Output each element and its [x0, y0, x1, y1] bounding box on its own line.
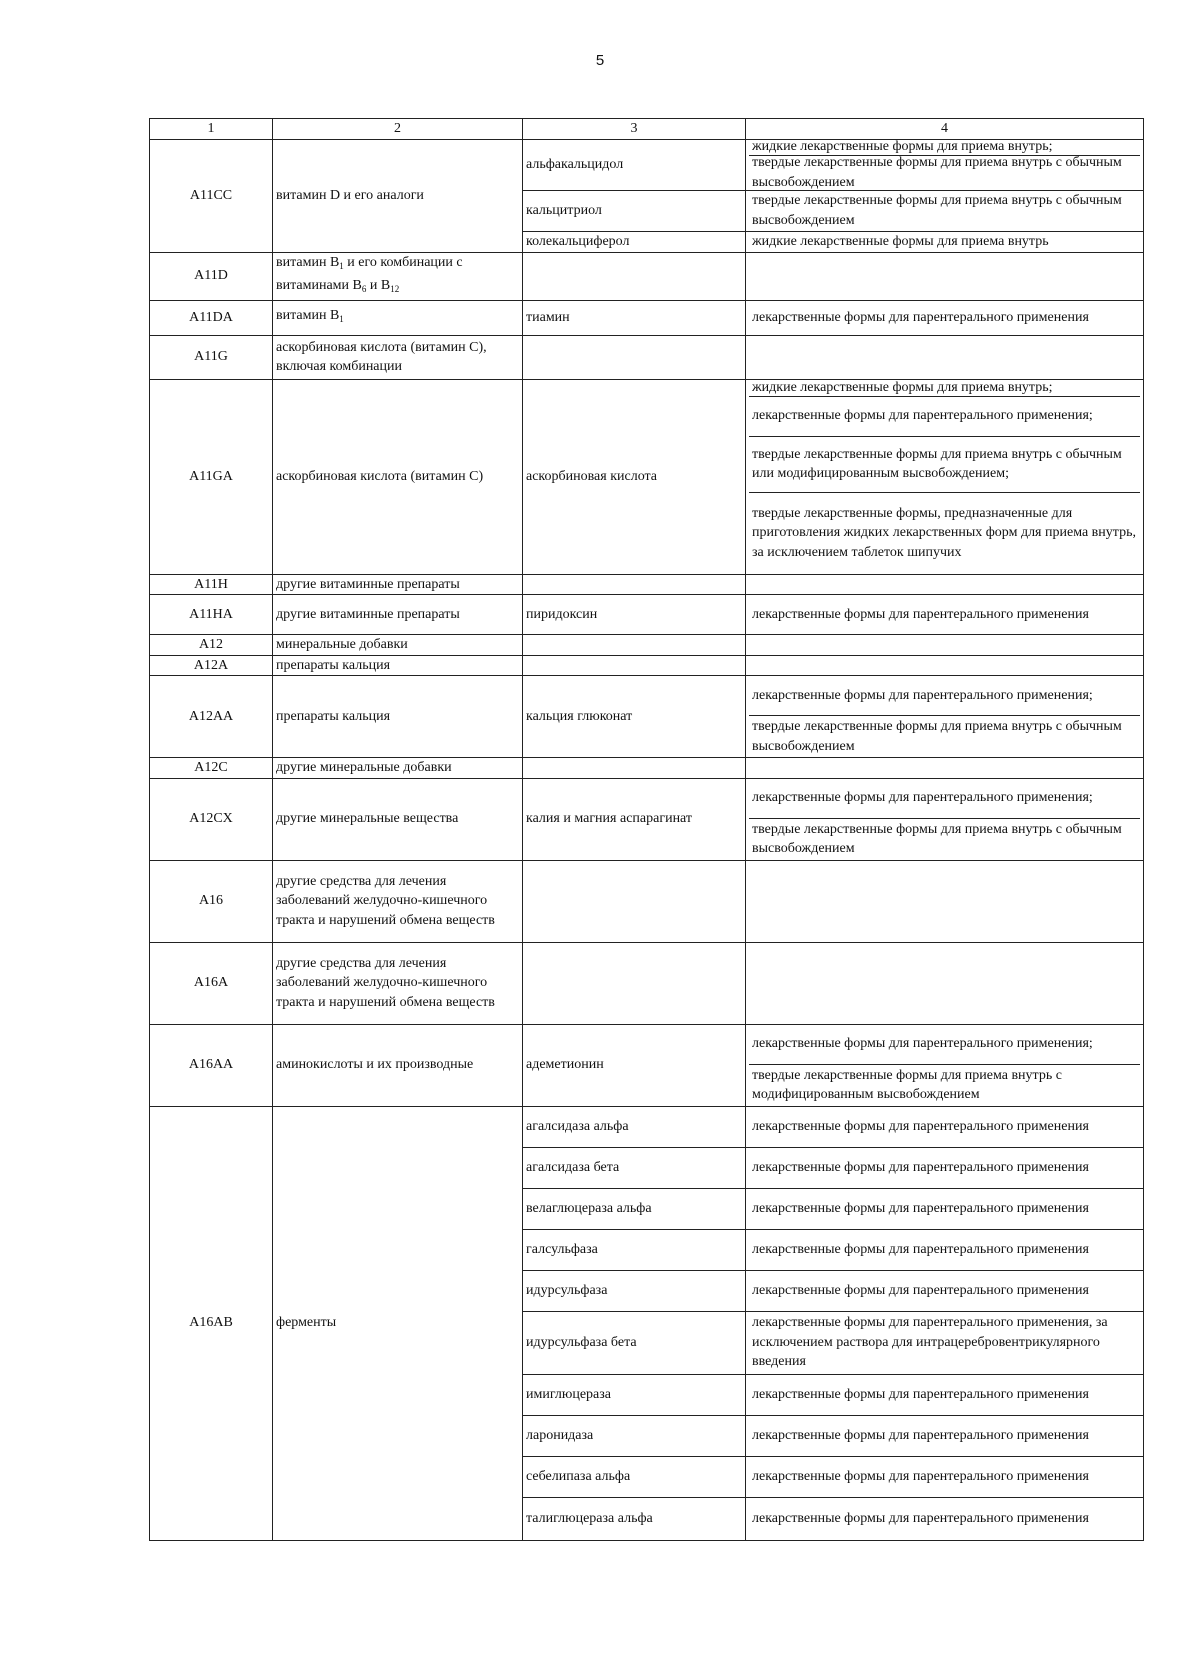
- dosage-forms: [746, 379, 1144, 574]
- group-name: аскорбиновая кислота (витамин С), включая комбинации: [273, 335, 523, 379]
- drug-name: кальция глюконат: [523, 676, 746, 758]
- drug-name: себелипаза альфа: [523, 1456, 746, 1497]
- table-row: [150, 635, 1144, 656]
- dosage-form: [749, 758, 1140, 777]
- dosage-form-text: лекарственные формы для парентерального применения: [752, 309, 1089, 325]
- drug-name: агалсидаза альфа: [523, 1106, 746, 1147]
- drug-name: адеметионин: [523, 1024, 746, 1106]
- subscript: 1: [339, 260, 344, 271]
- col-header-1: 1: [150, 119, 273, 140]
- drug-name: талиглюцераза альфа: [523, 1497, 746, 1540]
- atc-code: A11D: [150, 252, 273, 300]
- dosage-form: [749, 1107, 1140, 1147]
- dosage-forms: [746, 1147, 1144, 1188]
- dosage-forms: [746, 758, 1144, 779]
- dosage-forms: [746, 1497, 1144, 1540]
- drug-name: [523, 942, 746, 1024]
- dosage-form: [749, 1312, 1140, 1374]
- dosage-form: [749, 943, 1140, 1024]
- atc-code: A11GA: [150, 379, 273, 574]
- drug-name: аскорбиновая кислота: [523, 379, 746, 574]
- atc-code: A16AA: [150, 1024, 273, 1106]
- dosage-form: [749, 595, 1140, 634]
- group-text: витамин B: [276, 307, 340, 323]
- dosage-form: [749, 635, 1140, 654]
- drug-name: галсульфаза: [523, 1229, 746, 1270]
- group-name: минеральные добавки: [273, 635, 523, 656]
- dosage-form: [749, 1498, 1140, 1540]
- drug-name: [523, 335, 746, 379]
- drug-name: ларонидаза: [523, 1415, 746, 1456]
- dosage-forms: [746, 300, 1144, 335]
- dosage-form-text: лекарственные формы для парентерального применения: [752, 1386, 1089, 1402]
- drug-name: калия и магния аспарагинат: [523, 778, 746, 860]
- dosage-form: [749, 1416, 1140, 1456]
- drug-name: агалсидаза бета: [523, 1147, 746, 1188]
- dosage-form-text: лекарственные формы для парентерального применения;: [752, 408, 1093, 424]
- dosage-form: [749, 716, 1140, 757]
- subscript: 1: [339, 313, 344, 324]
- dosage-form: [749, 1271, 1140, 1311]
- dosage-form: [749, 676, 1140, 716]
- dosage-form: [749, 1148, 1140, 1188]
- atc-code: A11CC: [150, 139, 273, 252]
- dosage-form: [749, 779, 1140, 819]
- atc-code: A11HA: [150, 595, 273, 635]
- dosage-forms: [746, 574, 1144, 595]
- col-header-2: 2: [273, 119, 523, 140]
- table-row: [150, 676, 1144, 758]
- atc-code: A11G: [150, 335, 273, 379]
- table-row: [150, 942, 1144, 1024]
- dosage-form: [749, 819, 1140, 860]
- group-name: аскорбиновая кислота (витамин С): [273, 379, 523, 574]
- dosage-forms: [746, 231, 1144, 252]
- drug-name: [523, 252, 746, 300]
- table-row: [150, 595, 1144, 635]
- group-text: витамин B: [276, 254, 340, 270]
- dosage-form: [749, 1375, 1140, 1415]
- atc-code: A12CX: [150, 778, 273, 860]
- group-name: другие витаминные препараты: [273, 595, 523, 635]
- table-row: [150, 379, 1144, 574]
- group-name: витамин D и его аналоги: [273, 139, 523, 252]
- dosage-forms: [746, 1456, 1144, 1497]
- drug-name: [523, 758, 746, 779]
- dosage-forms: [746, 1106, 1144, 1147]
- dosage-forms: [746, 1270, 1144, 1311]
- group-name: [273, 252, 523, 300]
- dosage-form-text: лекарственные формы для парентерального применения, за исключением раствора для интрацеребровентрикулярного введения: [752, 1315, 1108, 1370]
- dosage-form-text: лекарственные формы для парентерального применения: [752, 1118, 1089, 1134]
- drug-name: [523, 635, 746, 656]
- table-row: [150, 300, 1144, 335]
- dosage-form: [749, 656, 1140, 675]
- dosage-forms: [746, 778, 1144, 860]
- drug-name: альфакальцидол: [523, 139, 746, 190]
- dosage-forms: [746, 252, 1144, 300]
- table-row: [150, 860, 1144, 942]
- atc-code: A16AB: [150, 1106, 273, 1540]
- dosage-form: [749, 232, 1140, 252]
- header-row: [150, 119, 1144, 140]
- group-text: и B: [366, 278, 391, 293]
- atc-code: A11DA: [150, 300, 273, 335]
- drug-name: идурсульфаза бета: [523, 1311, 746, 1374]
- drug-name: [523, 574, 746, 595]
- dosage-forms: [746, 139, 1144, 190]
- dosage-form-text: твердые лекарственные формы для приема внутрь с обычным высвобождением: [752, 719, 1122, 754]
- table-row: [150, 758, 1144, 779]
- group-name: аминокислоты и их производные: [273, 1024, 523, 1106]
- dosage-forms: [746, 635, 1144, 656]
- dosage-forms: [746, 942, 1144, 1024]
- atc-code: A12: [150, 635, 273, 656]
- dosage-form-text: лекарственные формы для парентерального применения: [752, 1510, 1089, 1526]
- atc-code: A12AA: [150, 676, 273, 758]
- dosage-form-text: лекарственные формы для парентерального применения: [752, 1200, 1089, 1216]
- group-text: и его комбинации с витаминами B: [276, 254, 463, 293]
- table-row: [150, 1024, 1144, 1106]
- dosage-form: [749, 1065, 1140, 1106]
- drug-name: велаглюцераза альфа: [523, 1188, 746, 1229]
- dosage-form-text: твердые лекарственные формы для приема внутрь с обычным высвобождением: [752, 193, 1122, 228]
- drug-name: кальцитриол: [523, 190, 746, 231]
- dosage-forms: [746, 1024, 1144, 1106]
- subscript: 6: [361, 284, 367, 294]
- drug-name: идурсульфаза: [523, 1270, 746, 1311]
- dosage-forms: [746, 676, 1144, 758]
- dosage-forms: [746, 1229, 1144, 1270]
- col-header-4: 4: [746, 119, 1144, 140]
- dosage-form: [749, 1457, 1140, 1497]
- col-header-3: 3: [523, 119, 746, 140]
- dosage-form: [749, 156, 1140, 190]
- dosage-forms: [746, 860, 1144, 942]
- dosage-form-text: твердые лекарственные формы для приема внутрь с обычным высвобождением: [752, 155, 1122, 190]
- dosage-forms: [746, 190, 1144, 231]
- dosage-form: [749, 861, 1140, 942]
- table-row: [150, 252, 1144, 300]
- group-name: ферменты: [273, 1106, 523, 1540]
- drug-name: колекальциферол: [523, 231, 746, 252]
- dosage-form-text: жидкие лекарственные формы для приема внутрь;: [752, 139, 1053, 155]
- atc-code: A16: [150, 860, 273, 942]
- dosage-form-text: твердые лекарственные формы для приема внутрь с обычным или модифицированным высвобождением;: [752, 446, 1122, 481]
- dosage-form-text: жидкие лекарственные формы для приема внутрь;: [752, 379, 1053, 395]
- dosage-form-text: лекарственные формы для парентерального применения: [752, 1427, 1089, 1443]
- dosage-form-text: твердые лекарственные формы для приема внутрь с обычным высвобождением: [752, 821, 1122, 856]
- dosage-form: [749, 191, 1140, 231]
- drug-name: тиамин: [523, 300, 746, 335]
- dosage-form: [749, 1230, 1140, 1270]
- atc-code: A16A: [150, 942, 273, 1024]
- dosage-form-text: лекарственные формы для парентерального применения: [752, 1282, 1089, 1298]
- dosage-form-text: лекарственные формы для парентерального применения: [752, 1241, 1089, 1257]
- dosage-form: [749, 437, 1140, 493]
- group-name: [273, 300, 523, 335]
- table-row: [150, 655, 1144, 676]
- dosage-form: [749, 301, 1140, 335]
- dosage-forms: [746, 335, 1144, 379]
- drug-name: пиридоксин: [523, 595, 746, 635]
- dosage-form-text: лекарственные формы для парентерального применения;: [752, 687, 1093, 703]
- atc-code: A11H: [150, 574, 273, 595]
- dosage-forms: [746, 655, 1144, 676]
- table-row: [150, 1106, 1144, 1147]
- group-name: препараты кальция: [273, 655, 523, 676]
- dosage-form: [749, 1025, 1140, 1065]
- drug-name: [523, 655, 746, 676]
- table-row: [150, 778, 1144, 860]
- dosage-form-text: лекарственные формы для парентерального применения: [752, 606, 1089, 622]
- atc-code: A12C: [150, 758, 273, 779]
- group-name: другие средства для лечения заболеваний желудочно-кишечного тракта и нарушений обмена веществ: [273, 942, 523, 1024]
- dosage-forms: [746, 1188, 1144, 1229]
- drug-name: имиглюцераза: [523, 1374, 746, 1415]
- dosage-form: [749, 336, 1140, 379]
- dosage-form-text: лекарственные формы для парентерального применения;: [752, 790, 1093, 806]
- group-name: препараты кальция: [273, 676, 523, 758]
- table-row: [150, 139, 1144, 190]
- dosage-form-text: твердые лекарственные формы, предназначенные для приготовления жидких лекарственных форм для приема внутрь, за исключением таблеток шипучих: [752, 505, 1136, 560]
- dosage-form: [749, 380, 1140, 397]
- dosage-form-text: твердые лекарственные формы для приема внутрь с модифицированным высвобождением: [752, 1067, 1062, 1102]
- dosage-form: [749, 493, 1140, 574]
- dosage-form-text: лекарственные формы для парентерального применения;: [752, 1036, 1093, 1052]
- dosage-form-text: лекарственные формы для парентерального применения: [752, 1159, 1089, 1175]
- dosage-form-text: жидкие лекарственные формы для приема внутрь: [752, 233, 1049, 249]
- dosage-forms: [746, 1415, 1144, 1456]
- group-name: другие средства для лечения заболеваний желудочно-кишечного тракта и нарушений обмена веществ: [273, 860, 523, 942]
- drug-name: [523, 860, 746, 942]
- dosage-forms: [746, 1374, 1144, 1415]
- group-name: другие минеральные добавки: [273, 758, 523, 779]
- dosage-forms: [746, 1311, 1144, 1374]
- page-number: 5: [595, 52, 605, 69]
- drug-table: [149, 118, 1144, 1541]
- subscript: 12: [390, 284, 400, 294]
- dosage-form-text: лекарственные формы для парентерального применения: [752, 1468, 1089, 1484]
- dosage-form: [749, 253, 1140, 300]
- dosage-forms: [746, 595, 1144, 635]
- dosage-form: [749, 397, 1140, 437]
- dosage-form: [749, 1189, 1140, 1229]
- table-row: [150, 574, 1144, 595]
- group-name: другие минеральные вещества: [273, 778, 523, 860]
- atc-code: A12A: [150, 655, 273, 676]
- table-row: [150, 335, 1144, 379]
- group-name: другие витаминные препараты: [273, 574, 523, 595]
- dosage-form: [749, 575, 1140, 594]
